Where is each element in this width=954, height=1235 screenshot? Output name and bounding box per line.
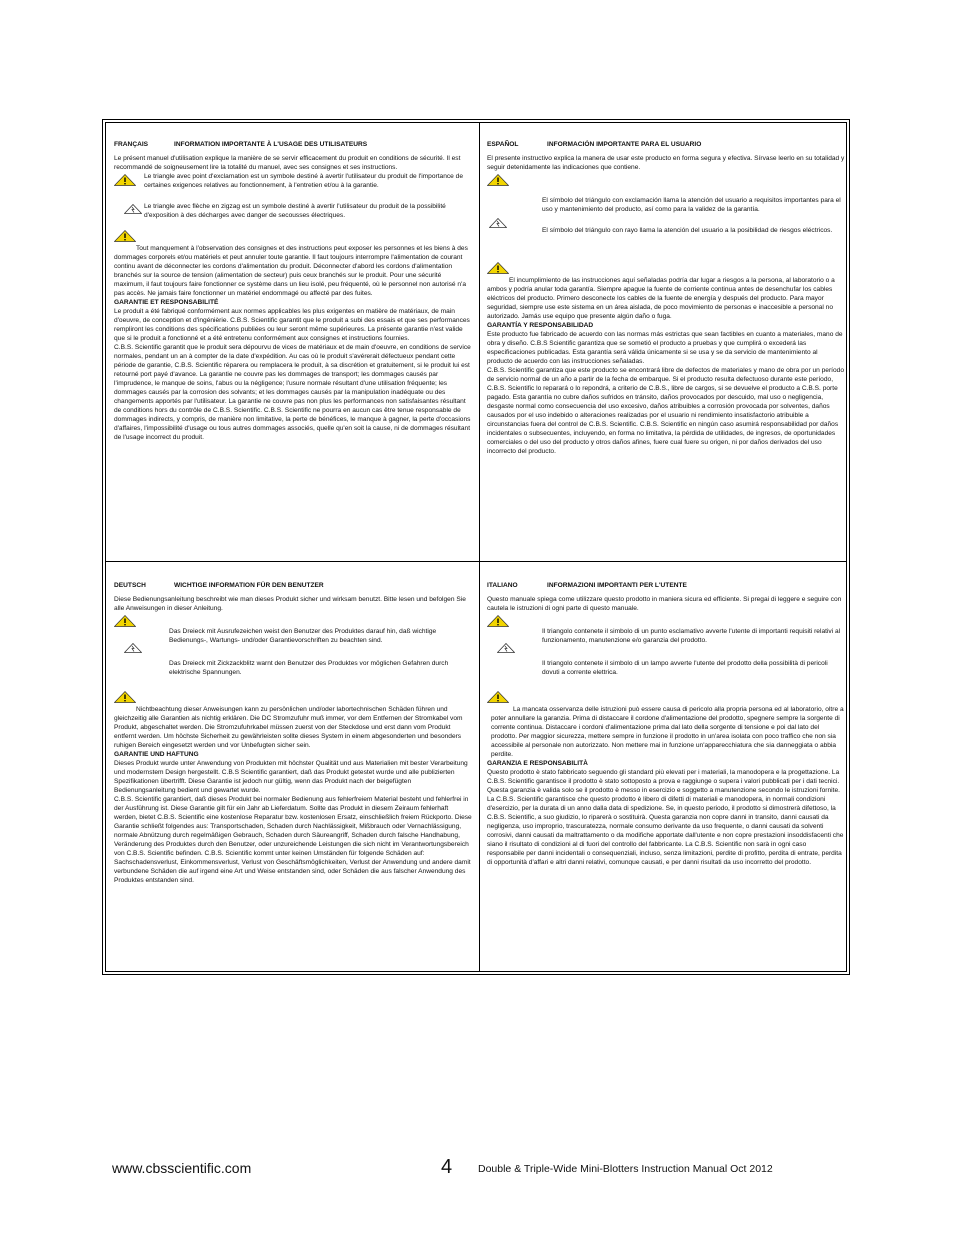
lightning-triangle-icon <box>497 643 515 653</box>
lightning-triangle-icon <box>124 204 142 214</box>
lightning-description: Le triangle avec flèche en zigzag est un symbole destiné à avertir l'utilisateur du produit de la possibilité d'exposition à des décharges avec danger de secousses électriques. <box>144 203 446 219</box>
warning-text: Tout manquement à l'observation des consignes et des instructions peut exposer les personnes et les biens à des dommages corporels et/ou matériels et peut annuler toute garantie. Il faut toujours interrompre l'alimentation de courant continu avant de déconnecter les cordons d'alimentation du produit. Déconnecter d'abord les cordons d'alimentation branchés sur la source de tension (alimentation de secteur) puis ceux branchés sur le produit. Pour une sécurité maximum, il faut toujours faire fonctionner ce système dans un lieu isolé, peu fréquenté, où le personnel non autorisé n'a pas accès. Ne jamais faire fonctionner un matériel endommagé ou affecté par des fuites. <box>114 245 468 297</box>
language-label: DEUTSCH <box>114 582 146 589</box>
section-header <box>487 140 845 149</box>
warning-block <box>114 691 472 750</box>
warning-text: Nichtbeachtung dieser Anweisungen kann zu persönlichen und/oder labortechnischen Schäden führen und gleichzeitig alle Garantien als nichtig erklären. Die DC Stromzufuhr muß immer, vor dem Entfernen der Stromkabel vom Produkt, abgeschaltet werden. Die Stromzufuhrkabel müssen zuerst von der Steckdose und erst dann vom Produkt entfernt werden. Um höchste Sicherheit zu gewährleisten sollte dieses System in einem abgesonderten und besonders ruhigen Bereich eingesetzt werden und vor Unbefugten sicher sein. <box>114 706 463 749</box>
warranty-title: GARANTÍA Y RESPONSABILIDAD <box>487 322 594 329</box>
warning-exclamation-icon <box>487 691 509 703</box>
lightning-description: Il triangolo contenete il simbolo di un lampo avverte l'utente del prodotto della possibilità di pericoli dovuti a corrente elettrica. <box>542 660 828 676</box>
website-url[interactable]: www.cbsscientific.com <box>112 1160 252 1176</box>
warning-exclamation-icon <box>487 174 509 186</box>
exclamation-description: Le triangle avec point d'exclamation est un symbole destiné à avertir l'utilisateur du produit de l'importance de certaines exigences relatives au fonctionnement, à l'entretien et/ou à la garantie. <box>144 173 463 189</box>
warranty-paragraph-1: Dieses Produkt wurde unter Anwendung von Produkten mit höchster Qualität und aus Materialien mit bester Verarbeitung und modernstem Design hergestellt. C.B.S Scientific garantiert, daß das Produkt getestet wurde und alle publizierten Spezifikationen übertrifft. Diese Garantie ist jedoch nur gültig, wenn das Produkt nach der beigefügten Bedienungsanleitung bedient und gewartet wurde. <box>114 760 468 794</box>
exclamation-icon-row <box>487 613 845 644</box>
section-header <box>114 140 472 149</box>
warranty-paragraph-1: Questo prodotto è stato fabbricato seguendo gli standard più elevati per i materiali, la manodopera e la progettazione. La C.B.S. Scientific garantisce il prodotto è stato sottoposto a prova e raggiunge o supera i valori pubblicati per i dati tecnici. Questa garanzia è valida solo se il prodotto è messo in esercizio e soggetto a manutenzione secondo le istruzioni fornite. <box>487 769 840 794</box>
lightning-triangle-icon <box>124 643 142 653</box>
section-spanish <box>487 140 845 456</box>
warranty-paragraph-2: C.B.S. Scientific garantiert, daß dieses Produkt bei normaler Bedienung aus fehlerfreiem Material besteht und fehlerfrei in der Ausführung ist. Diese Garantie gilt für ein Jahr ab Lieferdatum. Sollte das Produkt in diesem Zeiraum fehlerhaft werden, bietet C.B.S. Scientific eine kostenlose Reparatur bzw. kostenlosen Ersatz, einschließlich freiem Rückporto. Diese Garantie schließt folgendes aus: Transportschaden, Schaden durch Nachlässigkeit, Mißbrauch oder Vernachlässigung, normale Abnützung durch regelmäßigen Gebrauch, Schaden durch Säureangriff, Schaden durch falsche Handhabung, Veränderung des Produktes durch den Benutzer, oder unzureichende Leistungen die sich nicht im Verantwortungsbereich von C.B.S. Scientific befinden. C.B.S. Scientific kommt unter keinen Umständen für folgende Schäden auf: Sachschadensverlust, Einkommensverlust, Verlust von Geschäftsmöglichkeiten, Verlust der Anwendung und andere damit verbundene Schäden die auf irgend eine Art und Weise entstanden sind, oder Schäden die aus falscher Anwendung des Produktes entstanden sind. <box>114 796 472 884</box>
warranty-paragraph-2: C.B.S. Scientific garantiza que este producto se encontrará libre de defectos de materiales y mano de obra por un período de servicio normal de un año a partir de la fecha de embarque. Si el producto resulta defectuoso durante este período, C.B.S. Scientific lo reparará o lo repondrá, a criterio de C.B.S., libre de cargos, si se devuelve el producto a C.B.S. porte pagado. Esta garantía no cubre daños sufridos en tránsito, daños provocados por descuido, mal uso o negligencia, desgaste normal como consecuencia del uso excesivo, daños atribuibles a corrosión provocada por solventes, daños causados por el uso indebido o alteraciones realizadas por el usuario ni rendimiento insatisfactorio atribuible a circunstancias fuera del control de C.B.S. Scientific. C.B.S. Scientific en ningún caso asumirá responsabilidad por daños incidentales o subsecuentes, incluyendo, en forma no limitativa, la pérdida de utilidades, de ingresos, de oportunidades comerciales o del uso del producto y otros daños afines, fuere cual fuere su origen, ni por daños derivados del uso incorrecto del producto. <box>487 367 845 455</box>
lightning-description: El símbolo del triángulo con rayo llama la atención del usuario a la posibilidad de riesgos eléctricos. <box>542 227 833 234</box>
language-label: FRANÇAIS <box>114 141 149 148</box>
section-title: WICHTIGE INFORMATION FÜR DEN BENUTZER <box>174 582 324 589</box>
section-title: INFORMAZIONI IMPORTANTI PER L'UTENTE <box>547 582 687 589</box>
warning-text: La mancata osservanza delle istruzioni può essere causa di pericolo alla propria persona ed al laboratorio, oltre a poter annullare la garanzia. Prima di distaccare il cordone d'alimentazione del prodotto, spegnere sempre la sorgente di corrente continua. Distaccare i cordoni d'alimentazione prima dal lato della sorgente di tensione e poi dal lato del prodotto. Per maggior sicurezza, mettere sempre in funzione il prodotto in un'area isolata con poco traffico che non sia accessibile al personale non autorizzato. Non mettere mai in funzione un'apparecchiatura che sia danneggiata o abbia perdite. <box>491 706 844 758</box>
lightning-symbol-note <box>487 226 845 256</box>
document-title: Double & Triple-Wide Mini-Blotters Instruction Manual Oct 2012 <box>478 1163 773 1175</box>
exclamation-symbol-note <box>114 172 472 202</box>
section-italian <box>487 581 845 867</box>
warning-block <box>114 230 472 298</box>
warning-text: El incumplimiento de las instrucciones aquí señaladas podría dar lugar a riesgos a la persona, al laboratorio o a ambos y podría anular toda garantía. Siempre apague la fuente de corriente continua antes de desenchufar los cables eléctricos del producto. Primero desconecte los cables de la fuente de energía y después del producto. Para mayor seguridad, siempre use este sistema en un área aislada, de poco movimiento de personas e inaccesible a personal no autorizado. Jamás use equipo que presente algún daño o fuga. <box>487 277 835 320</box>
intro-text: Diese Bedienungsanleitung beschreibt wie man dieses Produkt sicher und wirksam benutzt. Bitte lesen und befolgen Sie alle Anweisungen in dieser Anleitung. <box>114 596 466 612</box>
warning-exclamation-icon <box>114 174 136 186</box>
lightning-symbol-note <box>487 637 845 676</box>
warning-exclamation-icon <box>487 615 509 627</box>
frame-inner-border <box>105 122 847 972</box>
section-french <box>114 140 472 442</box>
warning-exclamation-icon <box>114 615 136 627</box>
warranty-title: GARANZIA E RESPONSABILITÀ <box>487 760 588 767</box>
intro-text: Questo manuale spiega come utilizzare questo prodotto in maniera sicura ed efficiente. Si pregai di leggere e seguire con cautela le istruzioni di ogni parte di questo manuale. <box>487 596 842 612</box>
section-german <box>114 581 472 885</box>
warranty-paragraph-2: La C.B.S. Scientific garantisce che questo prodotto è libero di difetti di materiali e manodopera, in normali condizioni d'esercizio, per la durata di un anno dalla data di spedizione. Se, in questo periodo, il prodotto si dimostrerà difettoso, la C.B.S. Scientific, a suo giudizio, lo riparerà o sostituirà. Questa garanzia non copre danni in transito, danni causati da negligenza, uso improprio, trascuratezza, normale consumo derivante da uso frequente, o danni causati da solventi corrosivi, danni causati da maltrattamento o da modifiche apportate dall'utente e non copre prestazioni insoddisfacenti che siano il risultato di condizioni al di fuori del controllo del fabbricante. La C.B.S. Scientific non sarà in ogni caso responsabile per danni incidentali o consequenziali, incluso, senza limitazioni, perdite di profitto, perdita di entrate, perdita di opportunità d'affari e altri danni relativi, comunque causati, e per danni risultati da uso incorretto del prodotto. <box>487 796 844 866</box>
exclamation-icon-row <box>487 172 845 196</box>
warranty-paragraph-2: C.B.S. Scientific garantit que le produit sera dépourvu de vices de matériaux et de main d'oeuvre, en conditions de service normales, pendant un an à compter de la date d'expédition. Au cas où le produit s'avérerait défectueux pendant cette période de garantie, C.B.S. Scientific réparera ou remplacera le produit, à sa discrétion et gratuitement, si le produit lui est retourné port payé d'avance. La garantie ne couvre pas les dommages de transport; les dommages causés par l'imprudence, le manque de soins, l'abus ou la négligence; l'usure normale résultant d'une utilisation fréquente; les dommages causés par la corrosion des solvants; et les dommages causés par la manipulation inadéquate ou des changements apportés par l'utilisateur. La garantie ne couvre pas non plus les performances non satisfaisantes résultant de conditions hors du contrôle de C.B.S. Scientific. C.B.S. Scientific ne pourra en aucun cas être tenue responsable de dommages indirects, y compris, de manière non limitative, la perte de bénéfices, le manque à gagner, la perte d'occasions d'affaires, l'impossibilité d'usage ou tous autres dommages associés, quelle qu'en soit la cause, ni de dommages résultant de l'usage incorrect du produit. <box>114 344 471 441</box>
exclamation-description: Il triangolo contenete il simbolo di un punto esclamativo avverte l'utente di importanti requisiti relativi al funzionamento, manutenzione e/o garanzia del prodotto. <box>542 628 841 644</box>
language-label: ESPAÑOL <box>487 141 519 148</box>
exclamation-icon-row <box>114 613 472 644</box>
section-header <box>114 581 472 590</box>
intro-text: Le présent manuel d'utilisation explique la manière de se servir efficacement du produit en conditions de sécurité. Il est recommandé de soigneusement lire la totalité du manuel, avec ses consignes et ses instructions. <box>114 155 461 171</box>
exclamation-symbol-note <box>487 196 845 226</box>
warning-block <box>487 691 845 759</box>
section-title: INFORMACIÓN IMPORTANTE PARA EL USUARIO <box>547 141 702 148</box>
warning-exclamation-icon <box>114 230 136 242</box>
section-title: INFORMATION IMPORTANTE À L'USAGE DES UTILISATEURS <box>174 141 368 148</box>
exclamation-description: Das Dreieck mit Ausrufezeichen weist den Benutzer des Produktes darauf hin, daß wichtige Bedienungs-, Wartungs- und/oder Garantievorschriften zu beachten sind. <box>169 628 437 644</box>
page-number: 4 <box>441 1156 453 1178</box>
manual-frame <box>102 119 850 975</box>
warning-exclamation-icon <box>487 262 509 274</box>
language-label: ITALIANO <box>487 582 518 589</box>
exclamation-description: El símbolo del triángulo con exclamación llama la atención del usuario a requisitos importantes para el uso y mantenimiento del producto, así como para la validez de la garantía. <box>542 197 841 213</box>
warning-block <box>487 262 845 321</box>
intro-text: El presente instructivo explica la manera de usar este producto en forma segura y efectiva. Sírvase leerlo en su totalidad y seguir detenidamente las indicaciones que contiene. <box>487 155 845 171</box>
warranty-title: GARANTIE UND HAFTUNG <box>114 751 199 758</box>
lightning-description: Das Dreieck mit Zickzackblitz warnt den Benutzer des Produktes vor möglichen Gefahren durch elektrische Spannungen. <box>169 660 449 676</box>
page-footer <box>0 1156 954 1184</box>
row-divider <box>106 561 846 562</box>
warning-exclamation-icon <box>114 691 136 703</box>
section-header <box>487 581 845 590</box>
warranty-title: GARANTIE ET RESPONSABILITÉ <box>114 299 219 306</box>
warranty-paragraph-1: Este producto fue fabricado de acuerdo con las normas más estrictas que sean factibles en cuanto a materiales, mano de obra y diseño. C.B.S Scientific garantiza que se sometió el producto a pruebas y que cumplirá o excederá las especificaciones publicadas. Esta garantía será válida únicamente si se usa y se da servicio de mantenimiento al producto de acuerdo con las instrucciones señaladas. <box>487 331 843 365</box>
warranty-paragraph-1: Le produit a été fabriqué conformément aux normes applicables les plus exigentes en matière de matériaux, de main d'oeuvre, de conception et d'ingénièrie. C.B.S. Scientific garantit que le produit a subi des essais et que ses performances rempliront les conditions des spécifications publiées ou leur seront même supérieures. La présente garantie n'est valide que si le produit a fonctionné et a été entretenu conformément aux consignes et instructions fournies. <box>114 308 470 342</box>
lightning-symbol-note <box>114 202 472 224</box>
column-divider <box>479 123 480 971</box>
lightning-symbol-note <box>114 637 472 676</box>
